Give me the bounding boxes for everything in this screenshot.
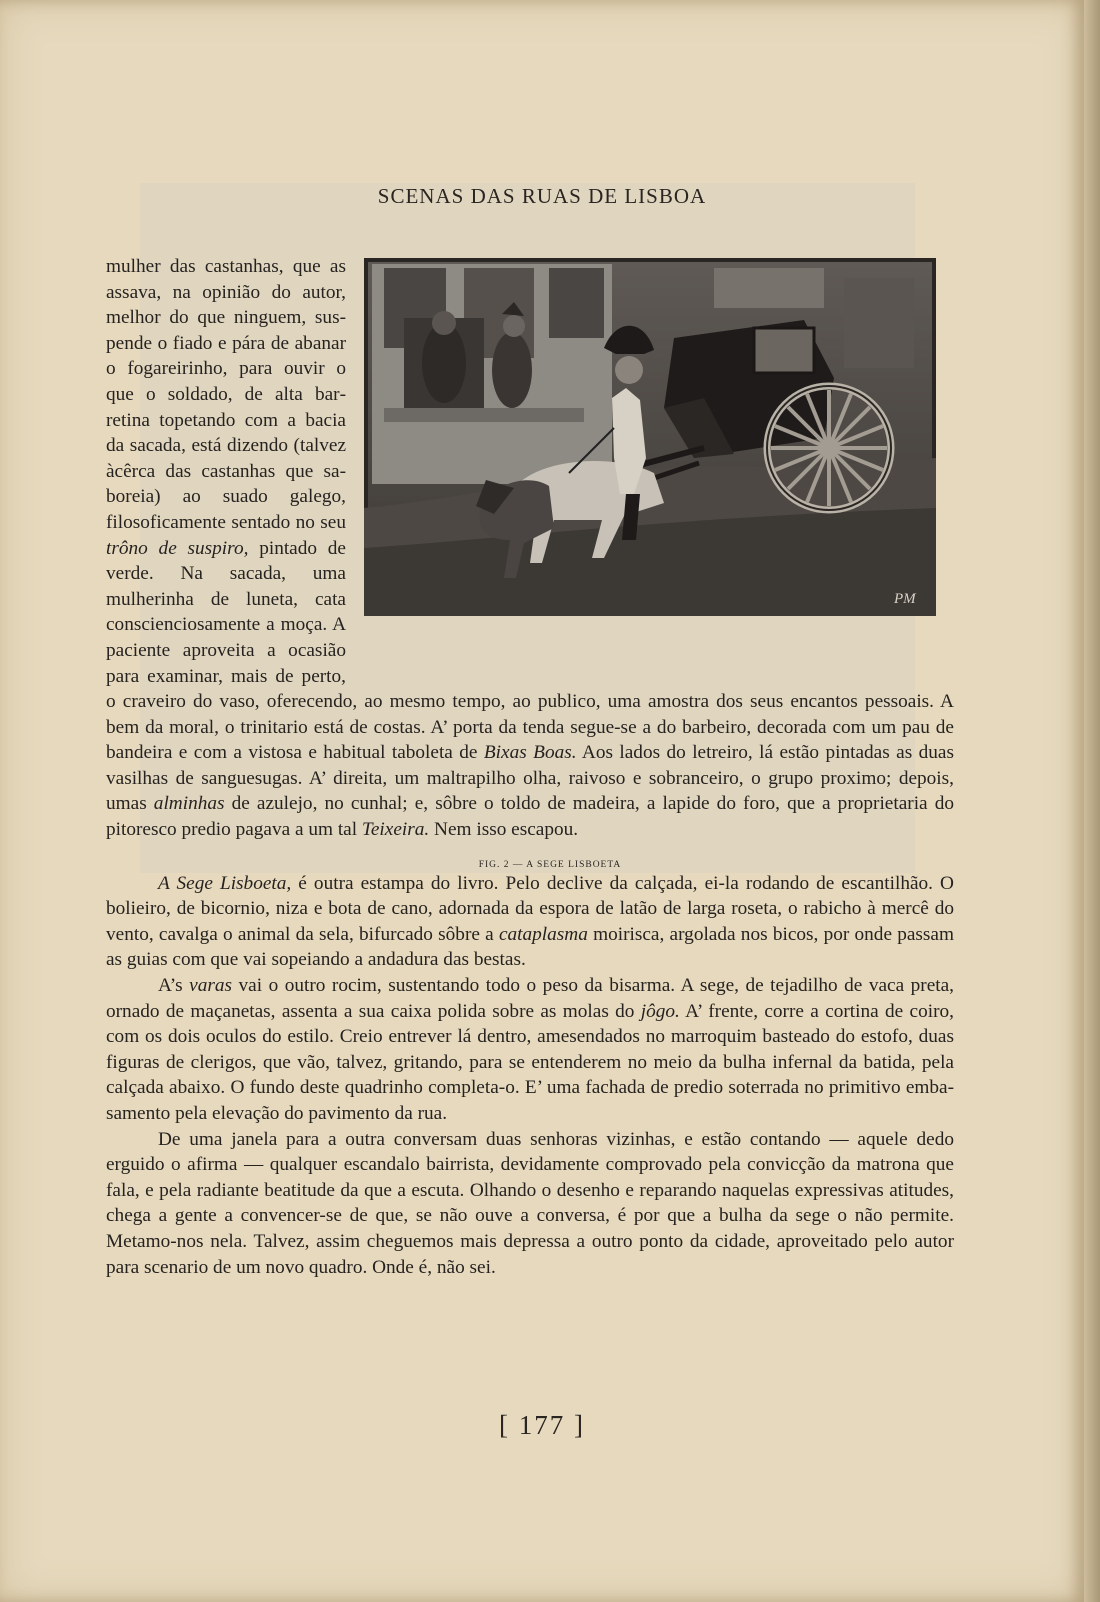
- body-text: [106, 254, 954, 1280]
- page-number: [ 177 ]: [499, 1410, 585, 1440]
- page-edge: [1084, 0, 1100, 1602]
- text-run: é outra estampa do livro. Pelo declive da calçada, ei-la rodando de escantilhão. O bolieiro, de bicornio, niza e bota de cano, adornada da espora de latão de larga roseta, o rabicho à mercê do vento, cavalga o animal da sela, bifurcado sôbre a: [106, 872, 954, 945]
- text-run: Nem isso escapou.: [429, 819, 579, 841]
- italic-run: alminhas: [153, 793, 225, 815]
- text-run: mulher das castanhas, que as assava, na opinião do autor, melhor do que ninguem, suspende o fiado e pára de abanar o fogareirinho, para ouvir o que o soldado, de alta barretina topetando com a bacia da sacada, está dizendo (talvez àcêrca das castanhas que saboreia) ao suado galego, filosoficamente sentado no seu: [106, 256, 346, 533]
- text-run: de azulejo, no cunhal; e, sôbre o toldo de madeira, a lapide do foro, que a proprietaria do pitoresco predio pagava a um tal: [106, 793, 954, 841]
- paragraph: [106, 871, 954, 973]
- text-run: vai o outro rocim, sustentando todo o peso da bisarma. A sege, de tejadilho de vaca preta, ornado de maçanetas, assenta a sua caixa polida sobre as molas do: [106, 975, 954, 1022]
- italic-run: varas: [189, 975, 233, 997]
- paragraph: [106, 973, 954, 1127]
- italic-run: A Sege Lisboeta,: [158, 872, 292, 894]
- text-run: A’s: [158, 975, 190, 997]
- italic-run: Bixas Boas.: [483, 742, 577, 764]
- figure-caption: FIG. 2 — A SEGE LISBOETA: [478, 859, 622, 870]
- figure: [364, 258, 954, 673]
- text-run: pintado de verde. Na sacada, uma mulherinha de luneta, cata conscienciosamente a moça. A paciente aproveita a ocasião para examinar, mais de perto, o craveiro do vaso, oferecendo, ao mesmo tempo, ao publico, uma amostra dos seus encantos pessoais. A bem da moral, o trinitario está de costas. A’ porta da tenda segue-se a do barbeiro, decorada com um pau de bandeira e com a vistosa e habitual taboleta de: [106, 537, 954, 764]
- running-head: SCENAS DAS RUAS DE LISBOA: [377, 184, 707, 208]
- text-run: moirisca, argolada nos bicos, por onde passam as guias com que vai sopeiando a andadura das bestas.: [106, 923, 954, 971]
- paragraph: [106, 254, 954, 843]
- illustration-sege-lisboeta-icon: [364, 258, 936, 616]
- italic-run: Teixeira.: [361, 819, 430, 841]
- italic-run: trôno de suspiro,: [106, 537, 249, 559]
- italic-run: cataplasma: [498, 923, 588, 945]
- text-run: De uma janela para a outra conversam duas senhoras vizinhas, e estão contando — aquele dedo erguido o afirma — qualquer escandalo bairrista, devidamente comprovado pela convicção da matrona que fala, e pela radiante beatitude da que a escuta. Olhando o desenho e reparando naquelas expressivas atitudes, chega a gente a convencer-se de que, se não ouve a conversa, é por que a bulha da sege o não permite. Metamo-nos nela. Talvez, assim cheguemos mais depressa a outro ponto da cidade, aproveitado pelo autor para scenario de um novo quadro. Onde é, não sei.: [106, 1128, 954, 1278]
- text-run: A’ frente, corre a cortina de coiro, com os dois oculos do estilo. Creio entrever lá dentro, amesendados no marroquim basteado do estofo, duas figuras de clerigos, que vão, talvez, gritando, para se entenderem no meio da bulha infernal da batida, pela calçada abaixo. O fundo deste quadrinho completa-o. E’ uma fachada de predio soterrada no primitivo embasamento pela elevação do pavimento da rua.: [106, 1000, 954, 1124]
- italic-run: jôgo.: [640, 1000, 680, 1022]
- paragraph: [106, 1127, 954, 1281]
- figure-monogram: PM: [894, 591, 916, 607]
- text-run: Aos lados do letreiro, lá estão pintadas as duas vasilhas de sanguesugas. A’ direita, um maltrapilho olha, raivoso e sobranceiro, o grupo proximo; depois, umas: [106, 742, 954, 815]
